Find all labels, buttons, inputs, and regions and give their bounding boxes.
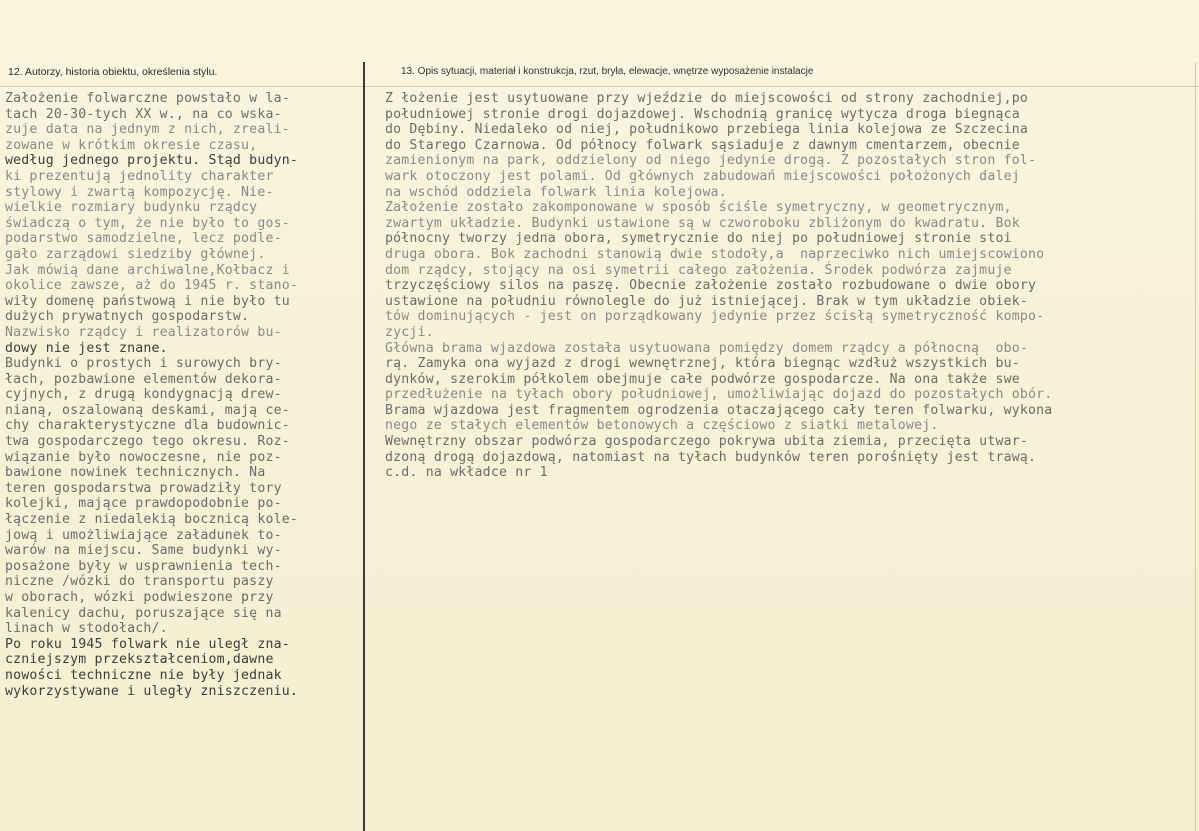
text-line: ustawione na południu równolegle do już istniejącej. Brak w tym układzie obiek-	[385, 293, 1029, 309]
text-line: łączenie z niedalekią bocznicą kole-	[5, 512, 299, 528]
text-line: zycji.	[385, 324, 434, 340]
text-line: północny tworzy jedna obora, symetrycznie do niej po południowej stronie stoi	[385, 231, 1012, 247]
text-line: nego ze stałych elementów betonowych a częściowo z siatki metalowej.	[385, 418, 939, 434]
text-line: chy charakterystyczne dla budownic-	[5, 418, 290, 434]
text-line: gało zarządowi siedziby głównej.	[5, 246, 266, 262]
text-line: niczne /wózki do transportu paszy	[5, 574, 274, 590]
text-line: Wewnętrzny obszar podwórza gospodarczego pokrywa ubita ziemia, przecięta utwar-	[385, 434, 1029, 450]
text-line: Założenie zostało zakomponowane w sposób ściśle symetryczny, w geometrycznym,	[385, 200, 1012, 216]
text-line: dynków, szerokim półkolem obejmuje całe podwórze gospodarcze. Na ona także swe	[385, 371, 1020, 387]
text-line: okolice zawsze, aż do 1945 r. stano-	[5, 278, 299, 294]
text-line: druga obora. Bok zachodni stanowią dwie stodoły,a naprzeciwko nich umiejscowiono	[385, 246, 1045, 262]
description-text-column	[385, 91, 1195, 481]
text-line: Główna brama wjazdowa została usytuowana pomiędzy domem rządcy a północną obo-	[385, 340, 1029, 356]
text-line: tów dominujących - jest on porządkowany jedynie przez ścisłą symetryczność kompo-	[385, 309, 1045, 325]
text-line: wielkie rozmiary budynku rządcy	[5, 200, 258, 216]
text-line: w oborach, wózki podwieszone przy	[5, 590, 274, 605]
section-12-header: 12. Autorzy, historia obiektu, określenia stylu.	[8, 66, 218, 78]
text-line: wykorzystywane i uległy zniszczeniu.	[5, 683, 299, 699]
text-line: dzoną drogą dojazdową, natomiast na tyłach budynków teren porośnięty jest trawą.	[385, 449, 1037, 465]
text-line: c.d. na wkładce nr 1	[385, 465, 548, 481]
text-line: Nazwisko rządcy i realizatorów bu-	[5, 324, 282, 340]
text-line: południowej stronie drogi dojazdowej. Wschodnią granicę wytycza droga biegnąca	[385, 106, 1020, 122]
text-line: wark otoczony jest polami. Od głównych zabudowań miejscowości położonych dalej	[385, 168, 1020, 184]
text-line: zuje data na jednym z nich, zreali-	[5, 122, 290, 138]
text-line: Budynki o prostych i surowych bry-	[5, 356, 282, 372]
text-line: czniejszym przekształceniom,dawne	[5, 652, 274, 668]
text-line: do Dębiny. Niedaleko od niej, południkowo przebiega linia kolejowa ze Szczecina	[385, 122, 1029, 138]
text-line: linach w stodołach/.	[5, 621, 168, 637]
text-line: nianą, oszalowaną deskami, mają ce-	[5, 402, 290, 418]
text-line: kalenicy dachu, poruszające się na	[5, 605, 282, 621]
history-text-column	[5, 91, 361, 699]
text-line: dowy nie jest znane.	[5, 340, 168, 356]
text-line: dom rządcy, stojący na osi symetrii całego założenia. Środek podwórza zajmuje	[385, 262, 1012, 278]
text-line: trzyczęściowy silos na paszę. Obecnie założenie zostało rozbudowane o dwie obory	[385, 278, 1037, 294]
text-line: stylowy i zwartą kompozycję. Nie-	[5, 184, 274, 200]
text-line: zowane w krótkim okresie czasu,	[5, 137, 258, 153]
text-line: przedłużenie na tyłach obory południowej, umożliwiając dojazd do pozostałych obór.	[385, 387, 1053, 403]
text-line: twa gospodarczego tego okresu. Roz-	[5, 434, 290, 450]
text-line: na wschód oddziela folwark linia kolejowa.	[385, 184, 727, 200]
column-divider	[363, 62, 365, 831]
text-line: świadczą o tym, że nie było to gos-	[5, 215, 290, 231]
text-line: podarstwo samodzielne, lecz podle-	[5, 231, 282, 247]
text-line: według jednego projektu. Stąd budyn-	[5, 153, 299, 169]
text-line: zamienionym na park, oddzielony od niego jedynie drogą. Z pozostałych stron fol-	[385, 153, 1037, 169]
text-line: wiązanie było nowoczesne, nie poz-	[5, 449, 282, 465]
section-13-header: 13. Opis sytuacji, materiał i konstrukcja, rzut, bryła, elewacje, wnętrze wyposażenie instalacje	[401, 66, 814, 77]
text-line: rą. Zamyka ona wyjazd z drogi wewnętrznej, która biegnąc wzdłuż wszystkich bu-	[385, 356, 1020, 372]
text-line: nowości techniczne nie były jednak	[5, 667, 282, 683]
text-line: Brama wjazdowa jest fragmentem ogrodzenia otaczającego cały teren folwarku, wykona	[385, 402, 1053, 418]
text-line: wiły domenę państwową i nie było tu	[5, 293, 290, 309]
right-edge	[1195, 62, 1196, 831]
text-line: tach 20-30-tych XX w., na co wska-	[5, 106, 282, 122]
header-divider	[0, 86, 1199, 87]
text-line: Po roku 1945 folwark nie uległ zna-	[5, 636, 290, 652]
text-line: cyjnych, z drugą kondygnacją drew-	[5, 387, 282, 403]
text-line: dużych prywatnych gospodarstw.	[5, 309, 250, 325]
text-line: Założenie folwarczne powstało w la-	[5, 91, 290, 106]
text-line: kolejki, mające prawdopodobnie po-	[5, 496, 282, 512]
text-line: Jak mówią dane archiwalne,Kołbacz i	[5, 262, 290, 278]
text-line: ki prezentują jednolity charakter	[5, 168, 274, 184]
text-line: teren gospodarstwa prowadziły tory	[5, 480, 282, 496]
text-line: Z łożenie jest usytuowane przy wjeździe do miejscowości od strony zachodniej,po	[385, 91, 1029, 106]
text-line: posażone były w usprawnienia tech-	[5, 558, 282, 574]
text-line: łach, pozbawione elementów dekora-	[5, 371, 282, 387]
text-line: zwartym układzie. Budynki ustawione są w czworoboku zbliżonym do kwadratu. Bok	[385, 215, 1020, 231]
text-line: jową i umożliwiające załadunek to-	[5, 527, 282, 543]
text-line: warów na miejscu. Same budynki wy-	[5, 543, 282, 559]
text-line: bawione nowinek technicznych. Na	[5, 465, 266, 481]
text-line: do Starego Czarnowa. Od północy folwark sąsiaduje z dawnym cmentarzem, obecnie	[385, 137, 1020, 153]
